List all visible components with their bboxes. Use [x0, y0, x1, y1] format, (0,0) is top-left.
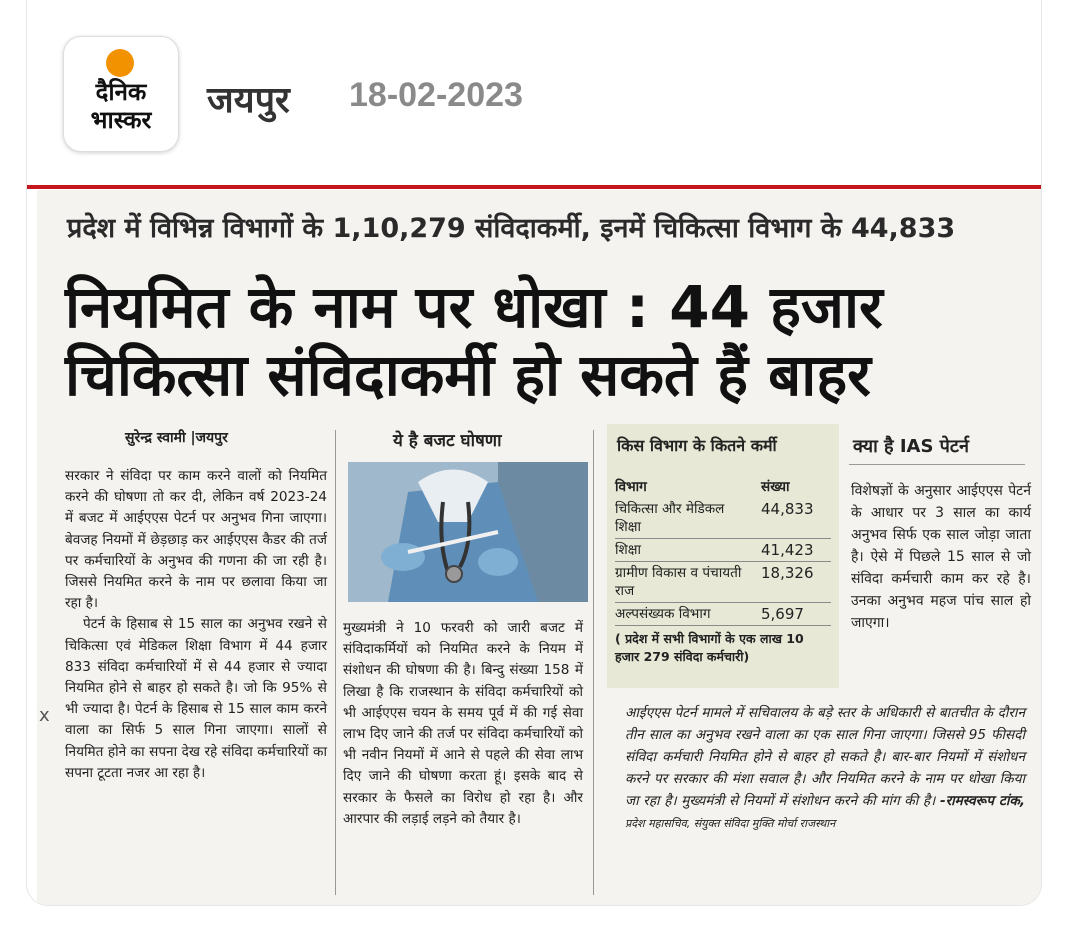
table-cell: 41,423 — [761, 541, 814, 559]
column-budget — [343, 618, 583, 830]
date-label: 18-02-2023 — [349, 76, 523, 114]
table-heading: किस विभाग के कितने कर्मी — [617, 436, 777, 455]
table-note: ( प्रदेश में सभी विभागों के एक लाख 10 हजार 279 संविदा कर्मचारी) — [615, 631, 804, 664]
margin-mark: x — [39, 705, 50, 726]
table-cell: शिक्षा — [615, 542, 642, 558]
paragraph: मुख्यमंत्री ने 10 फरवरी को जारी बजट में संविदाकर्मियों को नियमित करने के नियम में संशोधन की घोषणा की है। बिन्दु संख्या 158 में लिखा है कि राजस्थान के संविदा कर्मचारियों को भी आईएएस चयन के समय पूर्व में की गई सेवा लाभ दिए जाने की तर्ज पर संविदा कर्मचारियों को भी नवीन नियमों में आने से पहले की सेवा लाभ दिए जाने की घोषणा करता हूं। इसके बाद से सरकार के फैसले का विरोध हो रहा है। और आरपार की लड़ाई लड़ने को तैयार है। — [343, 620, 583, 827]
dainik-bhaskar-logo[interactable] — [63, 36, 179, 152]
department-table-box — [607, 424, 839, 688]
paragraph: पेटर्न के हिसाब से 15 साल का अनुभव रखने से चिकित्सा एवं मेडिकल शिक्षा विभाग में 44 हजार 833 संविदा कर्मचारियों में से 44 हजार से ज्यादा नियमित होने से बाहर हो सकते है। जो कि 95% से भी ज्यादा है। पेटर्न के हिसाब से 15 साल काम करने वाला का सिर्फ 5 साल गिना जाएगा। सालों से नियमित होने का सपना देख रहे संविदा कर्मचारियों का सपना टूटता नजर आ रहा है। — [65, 616, 327, 781]
table-header-row — [615, 476, 831, 498]
logo-line-2: भास्कर — [90, 106, 152, 134]
doctor-illustration — [348, 462, 588, 602]
table-cell: ग्रामीण विकास व पंचायती राज — [615, 565, 742, 599]
column-divider — [335, 430, 336, 895]
city-label: जयपुर — [207, 80, 290, 121]
column-divider — [593, 430, 594, 895]
headline-line-1: नियमित के नाम पर धोखा : 44 हजार — [65, 273, 883, 341]
table-row — [615, 539, 831, 562]
paragraph: सरकार ने संविदा पर काम करने वालों को नियमित करने की घोषणा तो कर दी, लेकिन वर्ष 2023-24 में बजट में आईएएस पेटर्न पर अनुभव गिना जाएगा। बेवजह नियमों में छेड़छाड़ कर आईएएस कैडर की तर्ज पर कर्मचारियों के अनुभव की गणना की जा रही है। जिससे नियमित करने के नाम पर छलावा किया जा रहा है। — [65, 468, 327, 612]
paragraph: विशेषज्ञों के अनुसार आईएएस पेटर्न के आधार पर 3 साल का कार्य अनुभव सिर्फ एक साल जोड़ा जाता है। ऐसे में पिछले 15 साल से जो संविदा कर्मचारी काम कर रहे है। उनका अनुभव महज पांच साल हो जाएगा। — [851, 483, 1031, 631]
headline-line-2: चिकित्सा संविदाकर्मी हो सकते हैं बाहर — [65, 341, 871, 409]
newspaper-clipping — [37, 190, 1041, 905]
official-quote — [625, 702, 1025, 835]
table-row — [615, 562, 831, 603]
heading-underline — [849, 464, 1025, 465]
department-table — [615, 476, 831, 666]
byline: सुरेन्द्र स्वामी |जयपुर — [125, 430, 228, 446]
dateline: प्रदेश में विभिन्न विभागों के 1,10,279 संविदाकर्मी, इनमें चिकित्सा विभाग के 44,833 — [67, 213, 956, 244]
column-main — [65, 466, 327, 784]
table-cell: 18,326 — [761, 564, 814, 582]
budget-heading: ये है बजट घोषणा — [393, 431, 502, 451]
table-cell: 5,697 — [761, 605, 804, 623]
ias-heading: क्या है IAS पेटर्न — [853, 436, 969, 457]
column-ias — [851, 480, 1031, 634]
table-cell: चिकित्सा और मेडिकल शिक्षा — [615, 501, 725, 535]
logo-line-1: दैनिक — [95, 78, 147, 106]
post-card — [26, 0, 1042, 906]
header-divider — [27, 185, 1041, 189]
table-cell: 44,833 — [761, 500, 814, 518]
quote-text: आईएएस पेटर्न मामले में सचिवालय के बड़े स्तर के अधिकारी से बातचीत के दौरान तीन साल का अनुभव रखने वाला का एक साल गिना जाएगा। जिससे 95 फीसदी संविदा कर्मचारी नियमित होने से बाहर हो सकते है। बार-बार नियमों में संशोधन करने पर सरकार की मंशा सवाल है। और नियमित करने के नाम पर धोखा किया जा रहा है। मुख्यमंत्री से नियमों में संशोधन करने की मांग की है। — [625, 705, 1025, 809]
quote-designation: प्रदेश महासचिव, संयुक्त संविदा मुक्ति मोर्चा राजस्थान — [625, 817, 836, 830]
sun-icon — [106, 49, 134, 77]
table-row — [615, 498, 831, 539]
quote-author: -रामस्वरूप टांक, — [939, 793, 1025, 809]
table-row — [615, 603, 831, 626]
doctor-photo — [348, 462, 588, 602]
table-cell: अल्पसंख्यक विभाग — [615, 606, 711, 622]
header-cell: संख्या — [761, 479, 790, 495]
header-cell: विभाग — [615, 479, 647, 495]
